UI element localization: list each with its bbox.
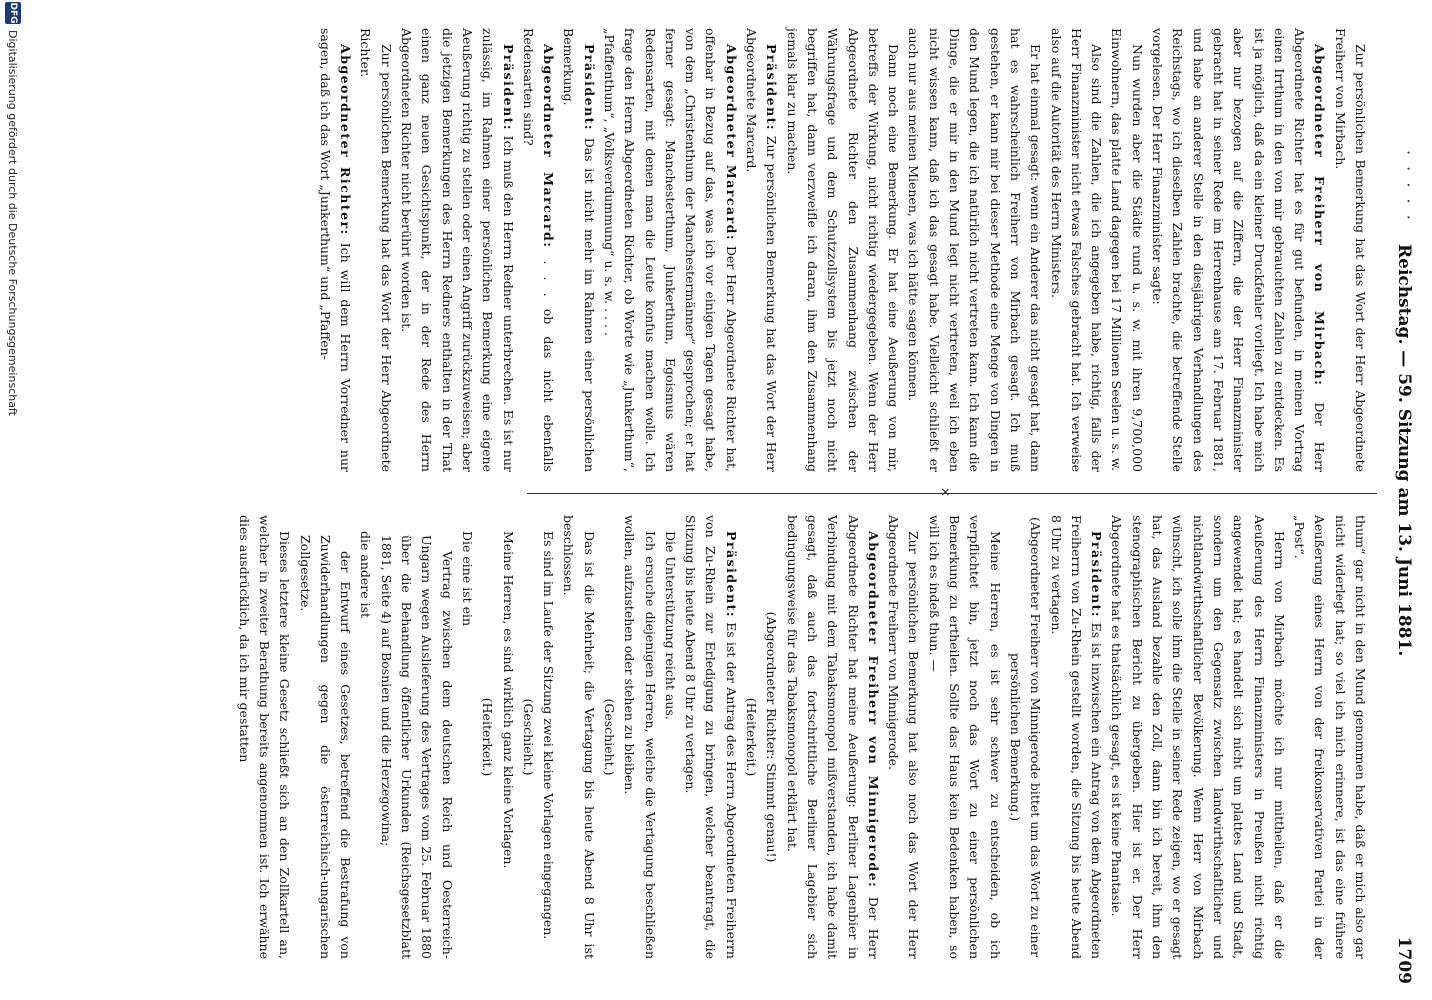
column-divider — [527, 493, 1377, 494]
paragraph: Dann noch eine Bemerkung. Er hat eine Aeußerung von mir, betreffs der Wirkung, nicht richtig wiedergegeben. Wenn der Herr Abgeordnete Richter den Zusammenhang zwischen der Währungsfrage und dem Schutzzollsystem bis jetzt noch nicht begriffen hat, dann verzweifle ich daran, ihm den Zusammenhang jemals klar zu machen. — [784, 28, 902, 472]
page-header — [1394, 244, 1414, 984]
paragraph: Die eine ist ein — [459, 531, 475, 627]
paragraph: Zur persönlichen Bemerkung hat das Wort der Herr Abgeordnete Freiherr von Mirbach. — [1332, 28, 1368, 472]
header-title: Reichstag. — 59. Sitzung am 13. Juni 1881. — [1394, 244, 1414, 657]
speech-text: Ich muß den Herrn Redner unterbrechen. Es ist nur zulässig, im Rahmen einer persönlichen Bemerkung eine eigene Aeußerung richtig zu stellen oder einen Angriff zurückzuweisen; aber die jetzigen Bemerkungen des Herrn Redners enthalten in der That einen ganz neuen Gesichtspunkt, der in der Rede des Herrn Abgeordneten Richter nicht berührt worden ist. — [399, 28, 516, 472]
stage-direction: (Abgeordneter Richter: Stimmt genau!) — [764, 611, 780, 863]
paragraph: Zur persönlichen Bemerkung hat das Wort der Herr Abgeordnete Richter. — [358, 28, 394, 472]
paragraph: thum“ gar nicht in den Mund genommen habe, daß er mich also gar nicht widerlegt hat; so viel ich mich erinnere, ist das eine frühere Aeußerung eines Herrn von der freikonservativen Partei in der „Post“. — [1292, 515, 1368, 959]
top-marks: · · · · · — [1399, 150, 1418, 223]
paragraph — [518, 28, 559, 472]
paragraph — [315, 28, 356, 472]
paragraph: Das ist die Mehrheit; die Vertagung bis heute Abend 8 Uhr ist beschlossen. — [561, 515, 597, 959]
speech-text: Es ist inzwischen ein Antrag von dem Abgeordneten Freiherrn von Zu-Rhein gestellt worden, die Sitzung bis heute Abend 8 Uhr zu vertagen. — [1048, 515, 1105, 959]
stage-direction: (Abgeordneter Freiherr von Minnigerode bittet um das Wort zu einer persönlichen Bemerkung.) — [1007, 517, 1044, 957]
bill-title: Vertrag zwischen dem deutschen Reich und Oesterreich-Ungarn wegen Auslieferung des Vertrages vom 25. Februar 1880 über die Behandlung öffentlicher Urkunden (Reichsgesetzblatt 1881, Seite 4) auf Bosnien und die Herzegowina; — [378, 535, 455, 959]
speaker-name: Präsident: — [500, 44, 516, 132]
paragraph: Zur persönlichen Bemerkung hat also noch das Wort der Herr Abgeordnete Freiherr von Minnigerode. — [886, 515, 922, 959]
paragraph: Meine Herren, es ist sehr schwer zu entscheiden, ob ich verpflichtet bin, jetzt noch das Wort zu einer persönlichen Bemerkung zu ertheilen. Sollte das Haus kein Bedenken haben, so will ich es indeß thun. — — [926, 515, 1003, 959]
paragraph — [1045, 515, 1106, 959]
paragraph — [741, 28, 782, 472]
paragraph: Ich ersuche diejenigen Herren, welche die Vertagung beschließen wollen, aufzustehen oder stehen zu bleiben. — [622, 515, 658, 959]
quotation: Nun wurden aber die Städte rund u. s. w. mit ihren 9,700,000 Einwohnern, das platte Land dagegen bei 17 Millionen Seelen u. s. w. — [1109, 28, 1145, 472]
page-number: 1709 — [1394, 936, 1414, 984]
paragraph: Er hat einmal gesagt: wenn ein Anderer das nicht gesagt hat, dann hat es wahrscheinlich Freiherr von Mirbach gesagt. Ich muß gestehen, er kann mir bei dieser Methode eine Menge von Dingen in den Mund legen, die ich natürlich nicht vertreten kann. Ich kann die Dinge, die er mir in den Mund legt nicht vertreten, weil ich eben nicht wissen kann, daß ich das gesagt habe. Vielleicht schließt er auch nur aus meinen Mienen, was ich hätte sagen können. — [906, 28, 1044, 472]
speaker-name: Abgeordneter Freiherr von Mirbach: — [1312, 44, 1328, 387]
stage-direction: (Heiterkeit.) — [480, 697, 496, 777]
paragraph — [1147, 28, 1330, 472]
paragraph — [781, 515, 882, 959]
speaker-name: Präsident: — [723, 531, 739, 619]
speaker-name: Abgeordneter Richter: — [338, 44, 354, 236]
speech-text: Der Herr Abgeordnete Richter hat es für gut befunden, in meinen Vortrag einen Irrthum in den von mir gebrauchten Zahlen zu entdecken. Es ist ja möglich, daß da ein kleiner Druckfehler vorliegt. Ich habe mich aber nur bezogen auf die Ziffern, die der Herr Finanzminister gebracht hat in seiner Rede im Herrenhause am 17. Februar 1881, und habe an anderer Stelle in den diesjährigen Verhandlungen des Reichstags, wo ich dieselben Zahlen brachte, die betreffende Stelle vorgelesen. Der Herr Finanzminister sagte: — [1150, 28, 1328, 472]
paragraph: die andere ist — [358, 531, 374, 619]
stage-direction: (Heiterkeit.) — [744, 697, 760, 777]
left-column — [315, 28, 1370, 472]
stage-direction: (Geschieht.) — [602, 698, 618, 776]
paragraph: Es sind im Laufe der Sitzung zwei kleine Vorlagen eingegangen. — [541, 531, 557, 940]
speech-text: Das ist nicht mehr im Rahmen einer persönlichen Bemerkung. — [561, 28, 597, 472]
paragraph — [396, 28, 518, 472]
funding-note: Digitalisierung gefördert durch die Deutsche Forschungsgemeinschaft — [6, 30, 19, 416]
speaker-name: Abgeordneter Marcard: — [723, 44, 739, 242]
stage-direction: (Geschieht.) — [520, 698, 536, 776]
speaker-name: Abgeordneter Freiherr von Minnigerode: — [865, 531, 881, 889]
paragraph: Meine Herren, es sind wirklich ganz kleine Vorlagen. — [500, 531, 516, 869]
speech-text: . . . ob das nicht ebenfalls Redensarten sind? — [520, 28, 557, 472]
footer — [0, 0, 24, 1000]
speech-text: Ich will dem Herrn Vorredner nur sagen, daß ich das Wort „Junkerthum“ und „Pfaffen- — [317, 28, 354, 472]
speech-text: Der Herr Abgeordnete Richter hat, offenbar in Bezug auf das, was ich vor einigen Tagen gesagt habe, von dem „Christenthum der Manchestermänner“ gesprochen; er hat ferner gesagt: Manchesterthum, Junkerthum, Egoismus wären Redensarten, mit denen man die Leute konfus machen wolle. Ich frage den Herrn Abgeordneten Richter, ob Worte wie „Junkerthum“, „Pfaffenthum“, „Volksverdummung“ u. s. w. . . . . — [602, 28, 739, 472]
bill-title: der Entwurf eines Gesetzes, betreffend die Bestrafung von Zuwiderhandlungen gegen die österreichisch-ungarischen Zollgesetze. — [297, 535, 354, 959]
paragraph: Die Unterstützung reicht aus. — [662, 531, 678, 720]
speaker-name: Präsident: — [581, 44, 597, 132]
right-column — [233, 515, 1370, 959]
speaker-name: Präsident: — [764, 44, 780, 132]
paragraph — [599, 28, 741, 472]
dfg-logo: DFG — [5, 2, 21, 24]
speech-text: Es ist der Antrag des Herrn Abgeordneten Freiherrn von Zu-Rhein zur Erledigung zu bringen, welcher beantragt, die Sitzung bis heute Abend 8 Uhr zu vertagen. — [683, 515, 739, 959]
paragraph — [558, 28, 599, 472]
divider-mark: ✕ — [938, 487, 952, 498]
speaker-name: Präsident: — [1089, 531, 1105, 619]
paragraph — [680, 515, 741, 959]
paragraph: Also sind die Zahlen, die ich angegeben habe, richtig, falls der Herr Finanzminister nicht etwas Falsches gebracht hat. Ich verweise also auf die Autorität des Herrn Ministers. — [1048, 28, 1105, 472]
speech-text: Zur persönlichen Bemerkung hat das Wort der Herr Abgeordnete Marcard. — [744, 28, 780, 472]
speaker-name: Abgeordneter Marcard: — [541, 44, 557, 249]
speech-text: Der Herr Abgeordnete Richter hat meine Aeußerung: Berliner Lagenbier in Verbindung mit dem Tabaksmonopol mißverstanden, ich habe damit gesagt, daß auch das fortschrittliche Berliner Lagebier sich bedingungsweise für das Tabaksmonopol erklärt hat. — [784, 515, 881, 959]
paragraph: Dieses letztere kleine Gesetz schließt sich an den Zollkartell an, welcher in zweiter Berathung bereits angenommen ist. Ich erwähne dies ausdrücklich, da ich mir gestatten — [236, 515, 293, 959]
paragraph: Herrn von Mirbach möchte ich nur mittheilen, daß er die Aeußerung des Herrn Finanzministers in Preußen nicht richtig angewendet hat; es handelt sich nicht um plattes Land und Stadt, sondern um den Gegensatz zwischen landwirthschaftlicher und nichtlandwirthschaftlicher Bevölkerung. Wenn Herr von Mirbach wünscht, ich solle ihm die Stelle in seiner Rede zeigen, wo er gesagt hat, das Ausland bezahle den Zoll, dann bin ich bereit, ihm den stenographischen Bericht zu übergeben. Hier ist er. Der Herr Abgeordnete hat es thatsächlich gesagt, es ist keine Phantasie. — [1109, 515, 1287, 959]
